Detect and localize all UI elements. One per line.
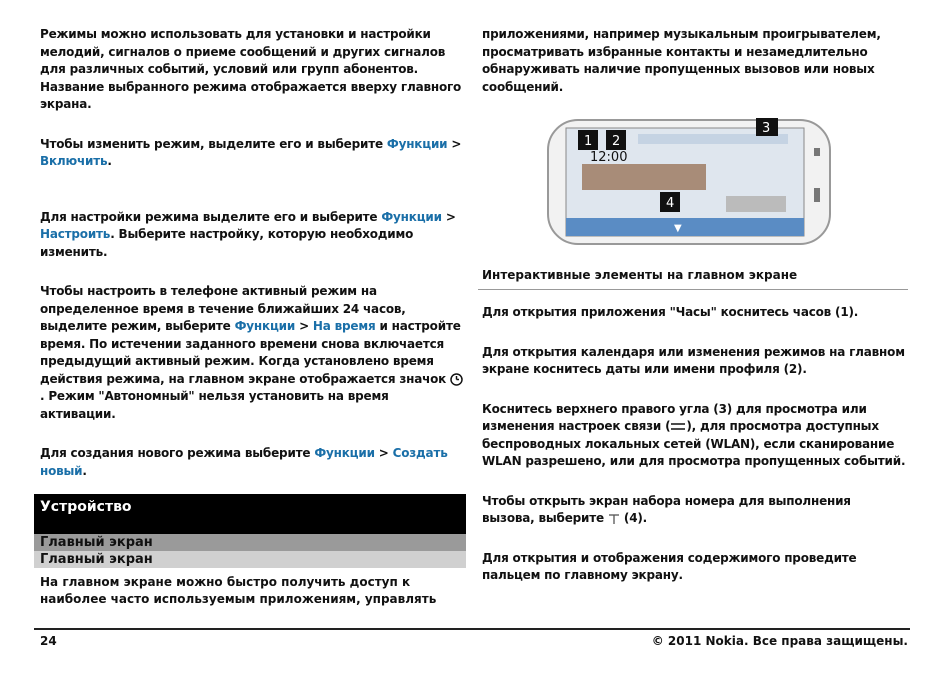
- paragraph-connectivity: Коснитесь верхнего правого угла (3) для просмотра или изменения настроек связи ( ), для просмотра доступных беспроводных локальных сетей (WLAN), если сканирование WLAN разрешено, или для просмотра пропущенных событий.: [482, 401, 906, 468]
- link-functions[interactable]: Функции: [386, 136, 448, 151]
- paragraph-change-profile: Чтобы изменить режим, выделите его и выберите Функции > Включить.: [40, 136, 462, 168]
- paragraph-swipe: Для открытия и отображения содержимого проведите пальцем по главному экрану.: [482, 550, 857, 582]
- link-functions-4[interactable]: Функции: [314, 446, 375, 460]
- subsection-title: Главный экран: [34, 534, 466, 551]
- link-timed[interactable]: На время: [312, 319, 376, 333]
- svg-text:▼: ▼: [674, 223, 682, 234]
- dialer-icon: [608, 513, 620, 525]
- paragraph-home-continued: приложениями, например музыкальным проигрывателем, просматривать избранные контакты и незамедлительно обнаруживать наличие пропущенных вызовов или новых сообщений.: [482, 27, 881, 94]
- link-functions-3[interactable]: Функции: [234, 319, 296, 333]
- link-customize[interactable]: Настроить: [40, 227, 111, 241]
- right-column-lower: [482, 304, 907, 607]
- clock-icon: [450, 373, 463, 386]
- paragraph-calendar: Для открытия календаря или изменения режимов на главном экране коснитесь даты или имени профиля (2).: [482, 344, 905, 376]
- paragraph-home-intro: На главном экране можно быстро получить доступ к наиболее часто используемым приложениям, управлять: [40, 575, 437, 606]
- subheading-interactive: Интерактивные элементы на главном экране: [482, 268, 798, 282]
- link-create-new[interactable]: Создать новый: [40, 446, 448, 478]
- link-activate[interactable]: Включить: [40, 154, 108, 168]
- section-title: Устройство: [34, 494, 466, 534]
- paragraph-clock: Для открытия приложения "Часы" коснитесь часов (1).: [482, 305, 859, 319]
- callout-4-label: 4: [666, 196, 675, 211]
- paragraph-dialer: Чтобы открыть экран набора номера для выполнения вызова, выберите (4).: [482, 493, 851, 525]
- callout-1-label: 1: [584, 134, 593, 149]
- paragraph-new-profile: Для создания нового режима выберите Функции > Создать новый.: [40, 446, 448, 478]
- paragraph-timed-profile: Чтобы настроить в телефоне активный режим на определенное время в течение ближайших 24 часов, выделите режим, выберите Функции > На время и настройте время. По истечении заданного времени снова включается предыдущий активный режим. Когда установлено время действия режима, на главном экране отображается значок . Режим "Автономный" нельзя установить на время активации.: [40, 283, 465, 423]
- clock-display: 12:00: [590, 150, 628, 165]
- footer-divider: [34, 628, 910, 630]
- callout-2-label: 2: [612, 134, 621, 149]
- paragraph-profiles-intro: Режимы можно использовать для установки и настройки мелодий, сигналов о приеме сообщений и других сигналов для различных событий, условий или групп абонентов. Название выбранного режима отображается вверху главного экрана.: [40, 27, 462, 111]
- paragraph-customize-profile: Для настройки режима выделите его и выберите Функции > Настроить. Выберите настройку, которую необходимо изменить.: [40, 209, 456, 259]
- link-functions-2[interactable]: Функции: [381, 209, 442, 224]
- copyright: © 2011 Nokia. Все права защищены.: [651, 634, 908, 648]
- connectivity-icon: [670, 421, 686, 432]
- page-number: 24: [40, 634, 57, 648]
- callout-3-label: 3: [762, 121, 771, 136]
- left-column: [40, 26, 465, 502]
- phone-illustration: [546, 118, 834, 246]
- subsection-title-secondary: Главный экран: [34, 551, 466, 568]
- divider: [478, 289, 908, 290]
- right-column: [482, 26, 907, 118]
